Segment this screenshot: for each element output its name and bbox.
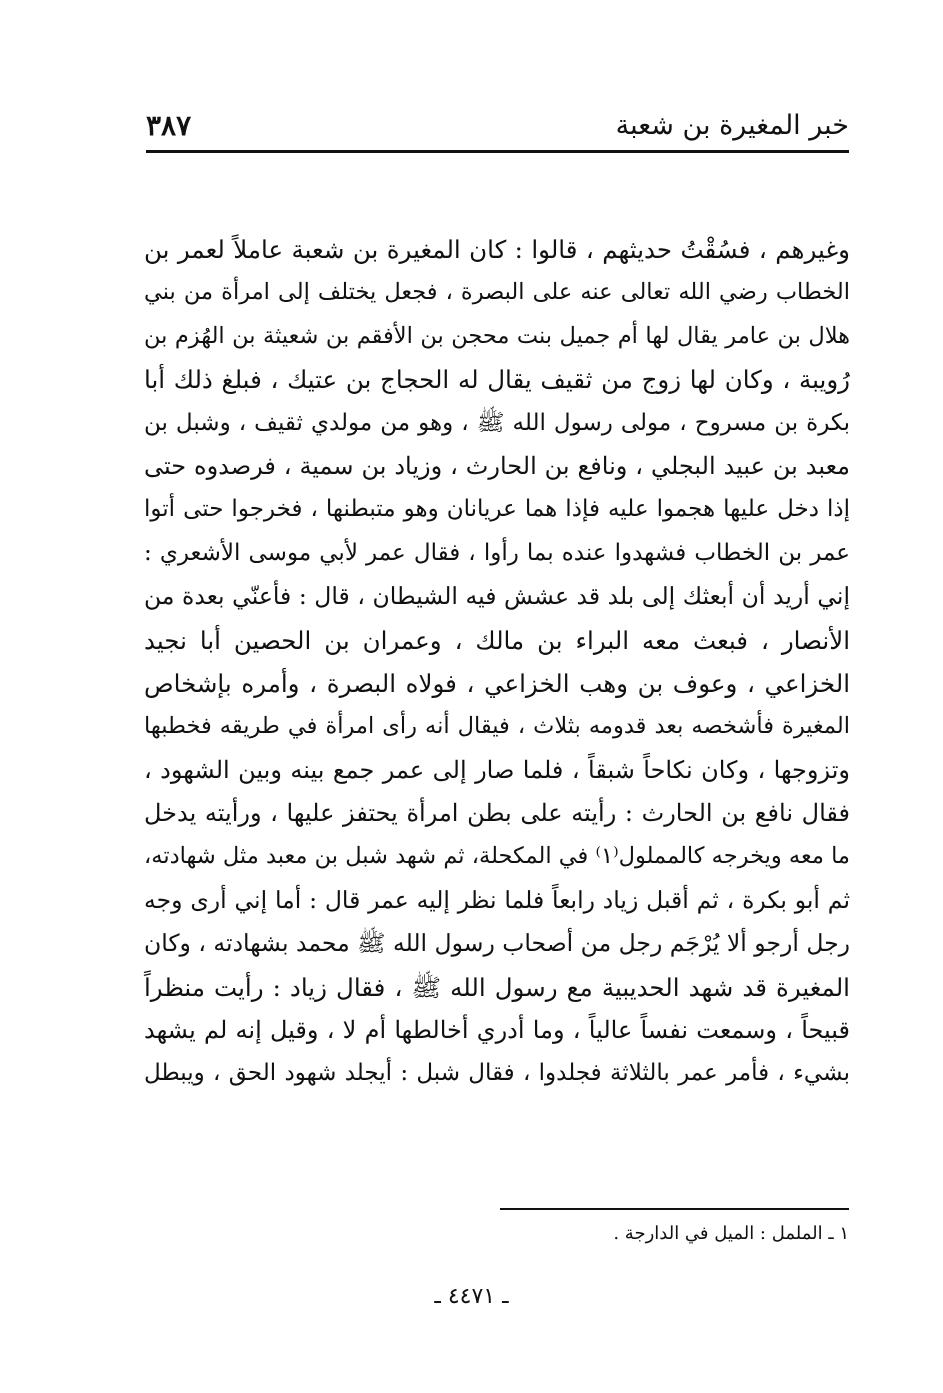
text-line: الخزاعي ، وعوف بن وهب الخزاعي ، فولاه البصرة ، وأمره بإشخاص bbox=[144, 668, 850, 698]
text-line: المغيرة فأشخصه بعد قدومه بثلاث ، فيقال أنه رأى امرأة في طريقه فخطبها bbox=[144, 713, 850, 740]
text-line: بكرة بن مسروح ، مولى رسول الله ﷺ ، وهو من مولدي ثقيف ، وشبل بن bbox=[144, 409, 850, 436]
footnote: ١ ـ الململ : الميل في الدارجة . bbox=[613, 1223, 849, 1244]
page-number: ٣٨٧ bbox=[146, 109, 192, 142]
text-line: هلال بن عامر يقال لها أم جميل بنت محجن بن الأفقم بن شعيثة بن الهُزم بن bbox=[144, 322, 850, 349]
text-line: الأنصار ، فبعث معه البراء بن مالك ، وعمران بن الحصين أبا نجيد bbox=[144, 625, 850, 655]
text-line: وغيرهم ، فسُقْتُ حديثهم ، قالوا : كان المغيرة بن شعبة عاملاً لعمر بن bbox=[144, 235, 850, 264]
text-line: إذا دخل عليها هجموا عليه فإذا هما عريانان وهو متبطنها ، فخرجوا حتى أتوا bbox=[144, 496, 850, 523]
text-line: ثم أبو بكرة ، ثم أقبل زياد رابعاً فلما نظر إليه عمر قال : أما إني أرى وجه bbox=[144, 885, 850, 914]
chapter-title: خبر المغيرة بن شعبة bbox=[615, 110, 849, 141]
footnote-divider bbox=[500, 1208, 849, 1210]
running-header bbox=[146, 100, 849, 150]
text-line: إني أريد أن أبعثك إلى بلد قد عشش فيه الشيطان ، قال : فأعنّي بعدة من bbox=[144, 582, 850, 611]
text-line: عمر بن الخطاب فشهدوا عنده بما رأوا ، فقال عمر لأبي موسى الأشعري : bbox=[144, 539, 850, 566]
text-line: معبد بن عبيد البجلي ، ونافع بن الحارث ، وزياد بن سمية ، فرصدوه حتى bbox=[144, 451, 850, 480]
header-divider bbox=[146, 150, 849, 153]
text-line: الخطاب رضي الله تعالى عنه على البصرة ، فجعل يختلف إلى امرأة من بني bbox=[144, 279, 850, 306]
text-line: بشيء ، فأمر عمر بالثلاثة فجلدوا ، فقال شبل : أيجلد شهود الحق ، ويبطل bbox=[144, 1060, 850, 1087]
text-line: قبيحاً ، وسمعت نفساً عالياً ، وما أدري أخالطها أم لا ، وقيل إنه لم يشهد bbox=[144, 1016, 850, 1045]
folio-number: ـ ٤٤٧١ ـ bbox=[434, 1284, 509, 1309]
text-line: وتزوجها ، وكان نكاحاً شبقاً ، فلما صار إلى عمر جمع بينه وبين الشهود ، bbox=[144, 755, 850, 784]
text-line: رجل أرجو ألا يُرْجَم رجل من أصحاب رسول الله ﷺ محمد بشهادته ، وكان bbox=[143, 929, 850, 958]
text-line: المغيرة قد شهد الحديبية مع رسول الله ﷺ ، فقال زياد : رأيت منظراً bbox=[144, 972, 850, 1002]
text-line: رُويبة ، وكان لها زوج من ثقيف يقال له الحجاج بن عتيك ، فبلغ ذلك أبا bbox=[144, 365, 850, 395]
text-line: ما معه ويخرجه كالمملول⁽١⁾ في المكحلة، ثم شهد شبل بن معبد مثل شهادته، bbox=[144, 843, 850, 870]
main-text bbox=[144, 228, 850, 1096]
text-line: فقال نافع بن الحارث : رأيته على بطن امرأة يحتفز عليها ، ورأيته يدخل bbox=[144, 799, 851, 828]
